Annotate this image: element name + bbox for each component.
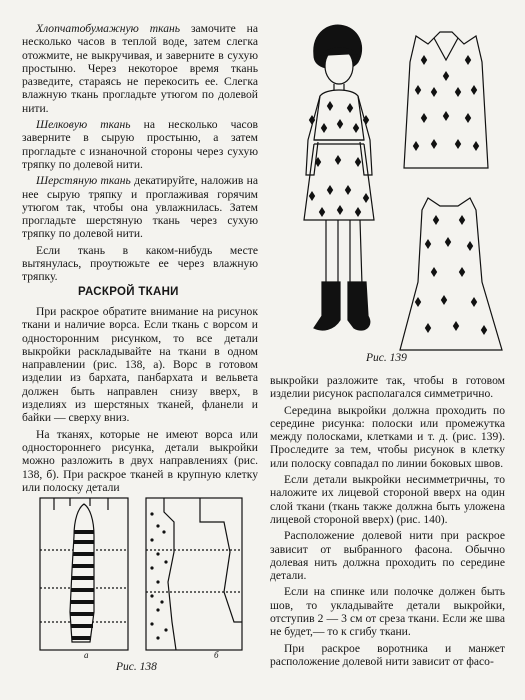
- intro-paragraph-stretch: Если ткань в каком-нибудь месте вытянулась, проутюжьте ее через влажную тряпку.: [22, 243, 258, 284]
- right-paragraph-3: Расположение долевой нити при раскрое зависит от выбранного фасона. Обычно долевая нить должна проходить по середине детали.: [270, 529, 505, 583]
- figure-138-label-a: а: [84, 650, 89, 660]
- figure-138-caption: Рис. 138: [116, 661, 157, 673]
- right-column: [270, 374, 505, 671]
- term-cotton: Хлопчатобумажную ткань: [36, 22, 181, 35]
- figure-138-illustration: [24, 492, 260, 660]
- section-heading: РАСКРОЙ ТКАНИ: [78, 286, 179, 298]
- layout-b-dots: [150, 512, 167, 639]
- layout-b: [146, 498, 242, 650]
- left-column: [22, 305, 258, 497]
- figure-138-label-b: б: [214, 650, 219, 660]
- text-cotton: замочите на несколько часов в теплой воде, затем слегка отожмите, не выкручивая, и заверните в сухую простыню. Через некоторое время ткань разведите, стараясь не перекосить ее. Слегка влажную ткань прогладьте утюгом по долевой нити.: [22, 22, 258, 115]
- pattern-piece-bodice-diamonds: [413, 55, 479, 151]
- figure-139-caption: Рис. 139: [366, 352, 407, 364]
- pattern-piece-skirt-diamonds: [415, 215, 487, 335]
- intro-paragraph-cotton: [22, 22, 258, 115]
- right-paragraph-0: выкройки разложите так, чтобы в готовом изделии рисунок располагался симметрично.: [270, 374, 505, 401]
- pattern-piece-skirt: [400, 198, 502, 350]
- term-wool: Шерстяную ткань: [36, 174, 131, 188]
- right-paragraph-5: При раскрое воротника и манжет расположение долевой нити зависит от фасо-: [270, 641, 505, 668]
- text-silk: на несколько часов заверните в сырую простыню, а затем прогладьте с изнаночной стороны через сухую тряпку по долевой нити.: [22, 118, 258, 171]
- intro-paragraph-silk: [22, 118, 258, 171]
- right-paragraph-4: Если на спинке или полочке должен быть шов, то укладывайте детали выкройки, отступив 2 — 3 см от среза ткани. Если же шва не будет,— то к сгибу ткани.: [270, 585, 505, 639]
- term-silk: Шелковую ткань: [36, 118, 131, 132]
- right-paragraph-1: Середина выкройки должна проходить по середине рисунка: полоски или промежутка между полосками, клетками и т. д. (рис. 139). Проследите за тем, чтобы рисунок в клетку или полоску совпадал по линии боковых швов.: [270, 403, 505, 470]
- right-paragraph-2: Если детали выкройки несимметричны, то наложите их лицевой стороной вверх на один слой ткани (ткань также должна быть уложена лицевой стороной вверх) (рис. 140).: [270, 473, 505, 526]
- left-paragraph-2: На тканях, которые не имеют ворса или одностороннего рисунка, детали выкройки можно разложить в двух направлениях (рис. 138, б). При раскрое тканей в крупную клетку или полоску детали: [22, 427, 258, 494]
- left-paragraph-1: При раскрое обратите внимание на рисунок ткани и наличие ворса. Если ткань с ворсом и односторонним рисунком, то все детали выкройки раскладывайте на ткани в одном направлении (рис. 138, а). Ворс в готовом изделии из бархата, панбархата и вельвета должен быть направлен снизу вверх, в изделиях из шерстяных тканей, фланели и байки — сверху вниз.: [22, 305, 258, 425]
- layout-a: [40, 498, 128, 650]
- figure-139-illustration: [278, 20, 518, 360]
- girl-figure: [304, 25, 374, 330]
- text-wool: декатируйте, наложив на нее сырую тряпку и проглаживая горячим утюгом так, чтобы она увлажнилась. Затем прогладьте шерстяную ткань через сухую тряпку по долевой нити.: [22, 174, 258, 241]
- intro-column: [22, 22, 258, 287]
- intro-paragraph-wool: [22, 174, 258, 240]
